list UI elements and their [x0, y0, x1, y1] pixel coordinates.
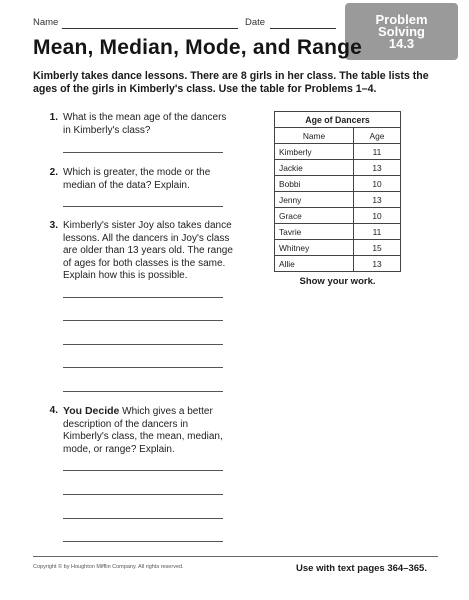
dancer-age: 11 — [354, 224, 401, 240]
age-of-dancers-table — [274, 111, 401, 272]
dancer-name: Allie — [275, 256, 354, 272]
answer-line[interactable] — [63, 297, 223, 298]
badge-line-1: Problem — [375, 11, 428, 27]
answer-line[interactable] — [63, 494, 223, 495]
dancer-age: 10 — [354, 208, 401, 224]
question-3-text: Kimberly's sister Joy also takes dance lessons. All the dancers in Joy's class are older than 13 years old. The range of ages for both classes is the same. Explain how this is possible. — [63, 220, 233, 282]
answer-line[interactable] — [63, 391, 223, 392]
dancer-age: 10 — [354, 176, 401, 192]
you-decide-label: You Decide — [63, 405, 120, 417]
answer-line[interactable] — [63, 470, 223, 471]
dancer-name: Tavrie — [275, 224, 354, 240]
table-row — [275, 192, 401, 208]
date-label: Date — [245, 17, 266, 28]
text-pages-reference: Use with text pages 364–365. — [296, 563, 427, 574]
column-header-age: Age — [354, 128, 401, 144]
answer-line[interactable] — [63, 320, 223, 321]
page-title: Mean, Median, Mode, and Range — [33, 36, 363, 59]
question-4-number: 4. — [49, 405, 58, 416]
column-header-name: Name — [275, 128, 354, 144]
question-4-body: Which gives a better description of the dancers in Kimberly's class, the mean, median, mode, or range? Explain. — [63, 406, 223, 455]
question-1-text: What is the mean age of the dancers in Kimberly's class? — [63, 112, 227, 136]
date-line — [270, 28, 336, 29]
badge-line-3: 14.3 — [388, 35, 415, 51]
answer-line[interactable] — [63, 344, 223, 345]
dancer-name: Grace — [275, 208, 354, 224]
footer-divider — [33, 556, 438, 557]
name-line — [62, 28, 238, 29]
dancer-name: Whitney — [275, 240, 354, 256]
answer-line[interactable] — [63, 518, 223, 519]
badge-line-2: Solving — [378, 23, 425, 39]
dancer-age: 15 — [354, 240, 401, 256]
intro-paragraph: Kimberly takes dance lessons. There are 8 girls in her class. The table lists the ages of the girls in Kimberly's class. Use the table for Problems 1–4. — [33, 70, 429, 96]
table-row — [275, 144, 401, 160]
show-your-work-note: Show your work. — [299, 276, 376, 287]
dancer-name: Jackie — [275, 160, 354, 176]
table-row — [275, 256, 401, 272]
dancer-age: 13 — [354, 192, 401, 208]
question-1-number: 1. — [49, 112, 58, 123]
table-row — [275, 240, 401, 256]
answer-line[interactable] — [63, 152, 223, 153]
question-2-number: 2. — [49, 167, 58, 178]
copyright-notice: Copyright © by Houghton Mifflin Company. All rights reserved. — [33, 564, 184, 570]
question-2-text: Which is greater, the mode or the median of the data? Explain. — [63, 167, 211, 191]
question-4-text — [63, 405, 233, 456]
dancer-age: 13 — [354, 256, 401, 272]
name-label: Name — [33, 17, 59, 28]
dancer-name: Jenny — [275, 192, 354, 208]
table-row — [275, 160, 401, 176]
dancer-age: 13 — [354, 160, 401, 176]
dancer-age: 11 — [354, 144, 401, 160]
table-row — [275, 176, 401, 192]
answer-line[interactable] — [63, 541, 223, 542]
answer-line[interactable] — [63, 206, 223, 207]
table-row — [275, 224, 401, 240]
dancer-name: Bobbi — [275, 176, 354, 192]
question-3-number: 3. — [49, 220, 58, 231]
answer-line[interactable] — [63, 367, 223, 368]
table-caption: Age of Dancers — [275, 112, 401, 128]
table-row — [275, 208, 401, 224]
dancer-name: Kimberly — [275, 144, 354, 160]
